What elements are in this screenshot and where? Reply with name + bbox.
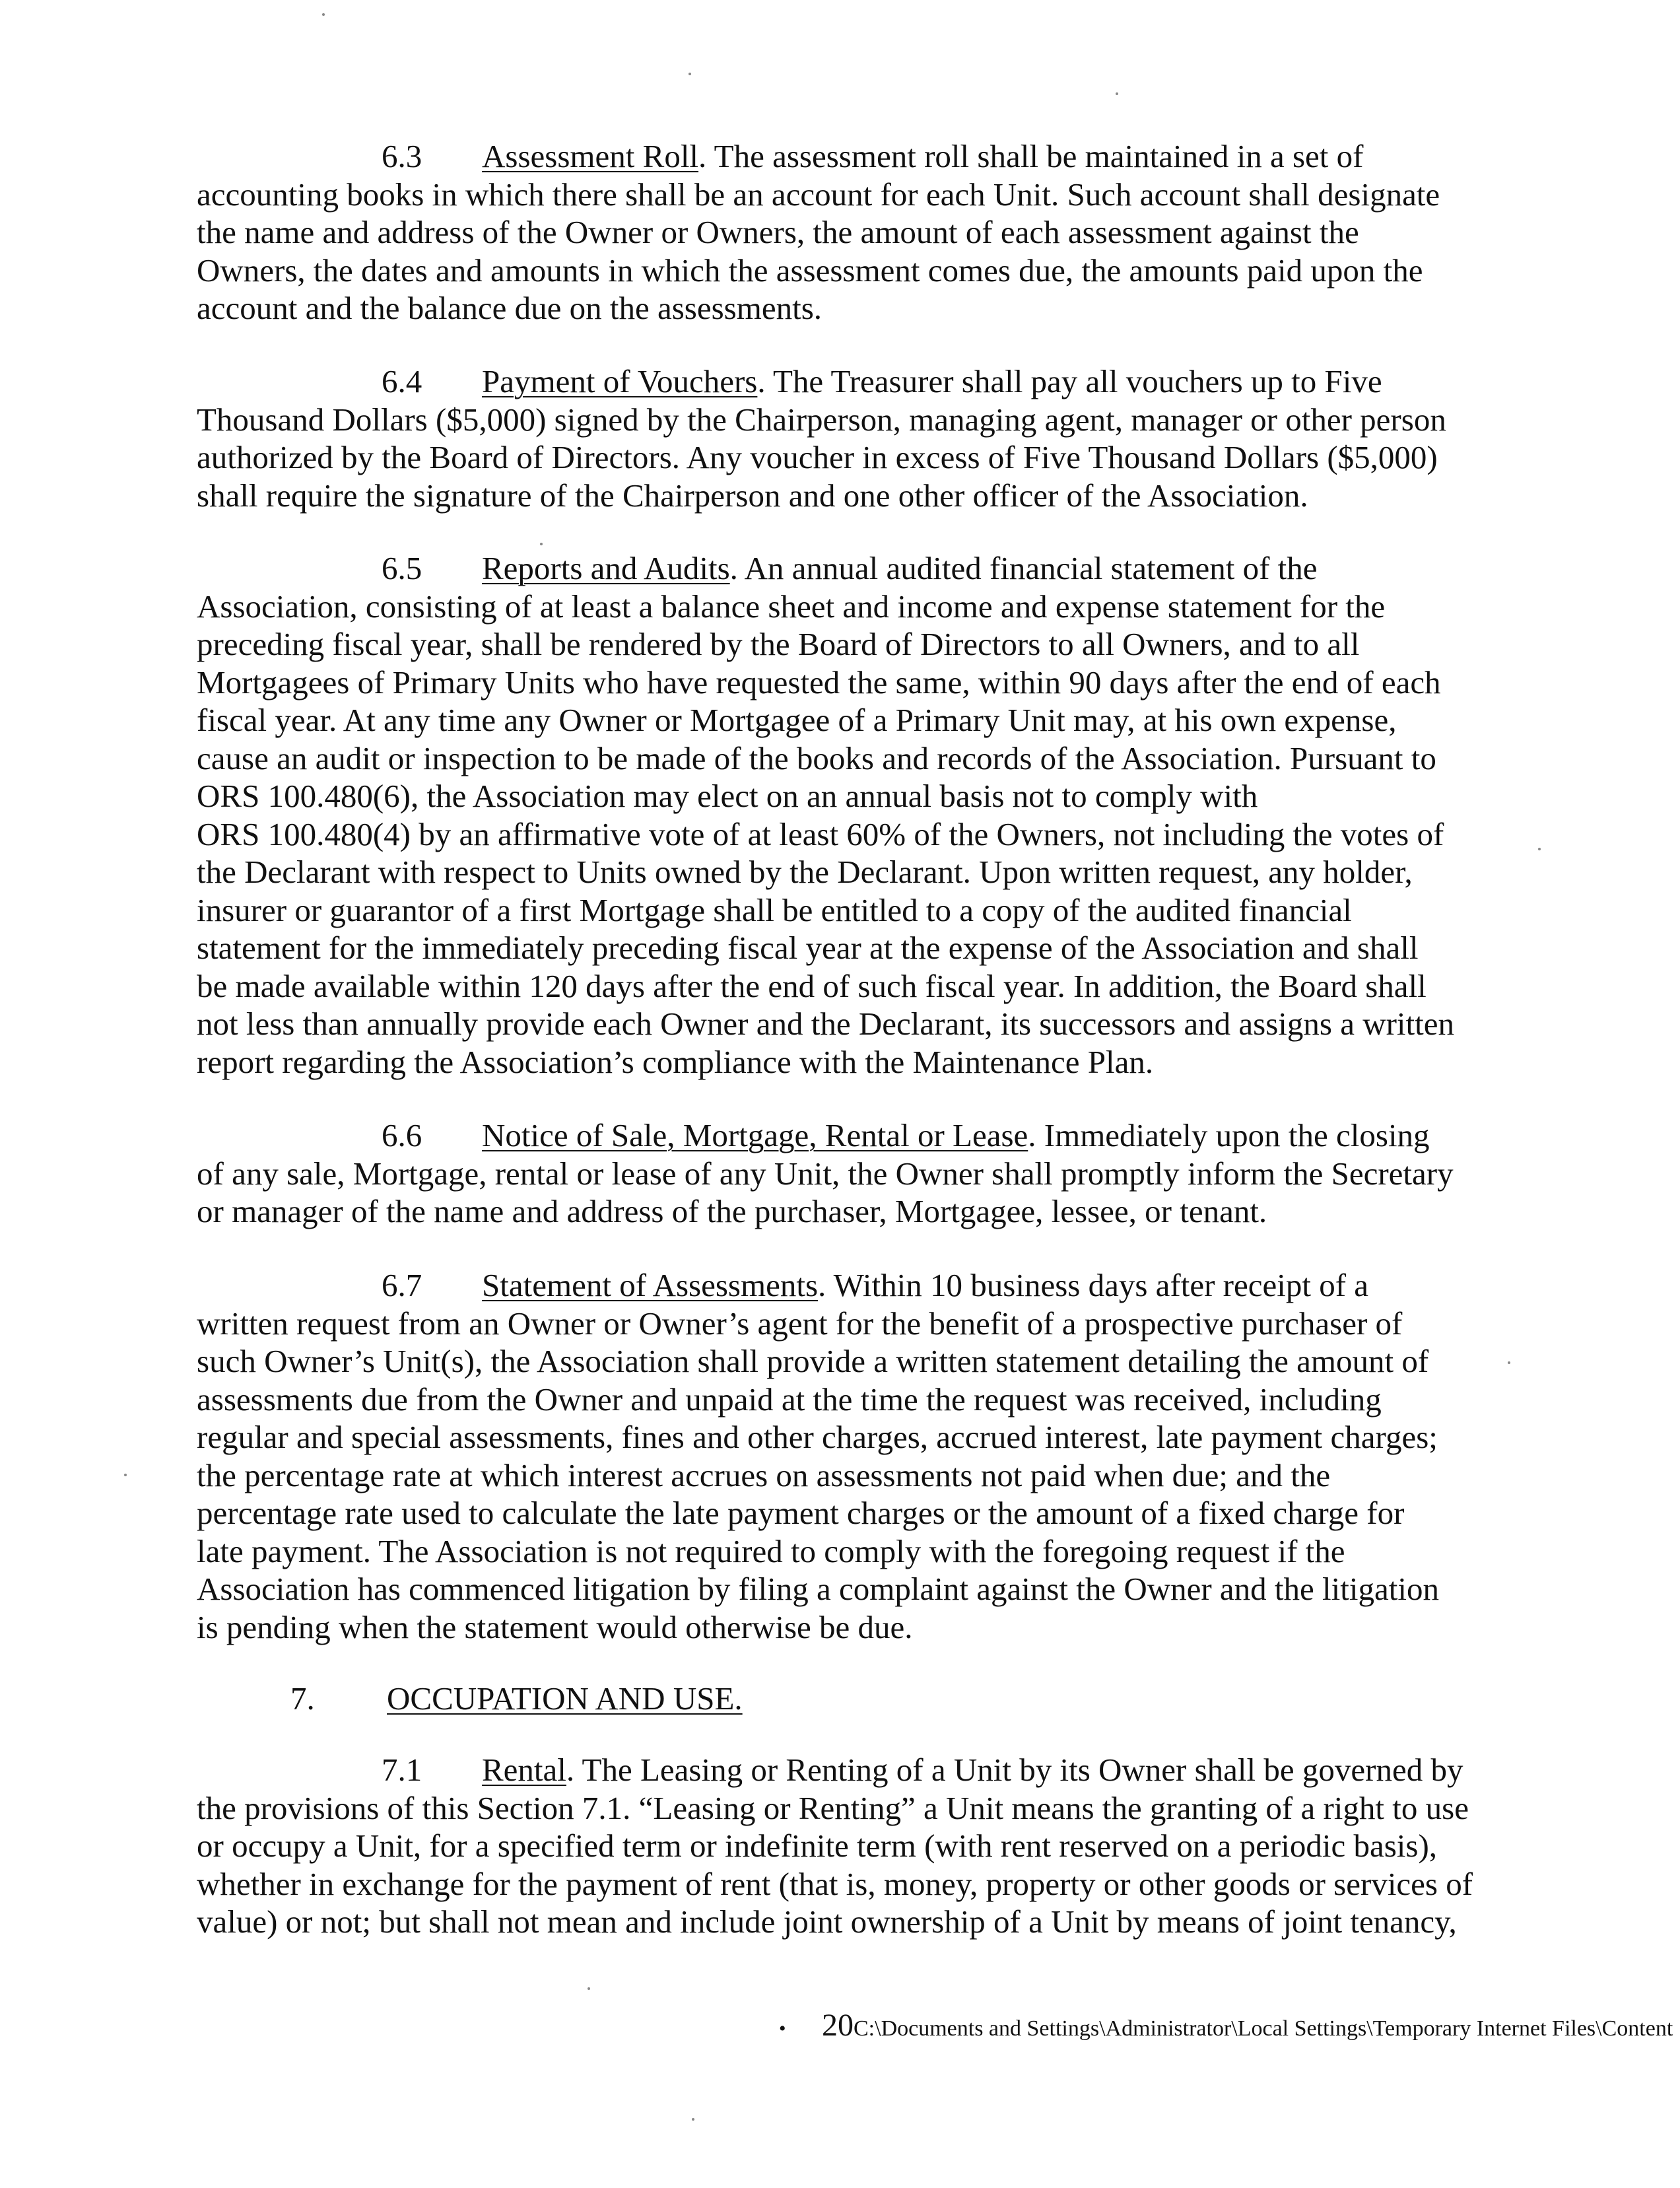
scan-speck bbox=[689, 73, 691, 75]
text-line: statement for the immediately preceding fiscal year at the expense of the Association and shall bbox=[197, 930, 1419, 966]
text-line: the name and address of the Owner or Owners, the amount of each assessment against the bbox=[197, 214, 1359, 250]
section-6-5 bbox=[197, 549, 1530, 1081]
section-6-6-first-line bbox=[197, 1116, 1530, 1155]
text-line: cause an audit or inspection to be made of the books and records of the Association. Pursuant to bbox=[197, 739, 1436, 776]
section-6-4-first-line bbox=[197, 362, 1530, 401]
section-number: 7.1 bbox=[382, 1752, 422, 1788]
text-line: Association, consisting of at least a balance sheet and income and expense statement for the bbox=[197, 588, 1386, 625]
text-line: such Owner’s Unit(s), the Association shall provide a written statement detailing the amount of bbox=[197, 1343, 1429, 1379]
footer-path: C:\Documents and Settings\Administrator\Local Settings\Temporary Internet Files\Content bbox=[854, 2016, 1673, 2041]
text-line: Thousand Dollars ($5,000) signed by the Chairperson, managing agent, manager or other person bbox=[197, 401, 1446, 438]
section-6-4 bbox=[197, 362, 1530, 514]
scan-speck bbox=[588, 1987, 590, 1990]
text-line: is pending when the statement would otherwise be due. bbox=[197, 1608, 913, 1645]
text-line: of any sale, Mortgage, rental or lease of any Unit, the Owner shall promptly inform the Secretary bbox=[197, 1155, 1454, 1192]
scan-speck bbox=[1508, 1361, 1510, 1364]
scan-speck bbox=[322, 13, 325, 16]
footer-bullet: • bbox=[779, 2018, 786, 2039]
section-6-6 bbox=[197, 1116, 1530, 1231]
text-line: percentage rate used to calculate the late payment charges or the amount of a fixed charge for bbox=[197, 1495, 1405, 1531]
text-line: be made available within 120 days after the end of such fiscal year. In addition, the Board shall bbox=[197, 967, 1427, 1004]
scan-speck bbox=[1116, 92, 1118, 95]
section-text: . The assessment roll shall be maintained in a set of bbox=[698, 138, 1364, 174]
section-7-1 bbox=[197, 1751, 1530, 1941]
text-line: Mortgagees of Primary Units who have requested the same, within 90 days after the end of each bbox=[197, 664, 1441, 701]
text-line: shall require the signature of the Chairperson and one other officer of the Association. bbox=[197, 477, 1308, 514]
text-line: ORS 100.480(6), the Association may elect on an annual basis not to comply with bbox=[197, 778, 1258, 814]
section-heading: Statement of Assessments bbox=[482, 1267, 819, 1303]
text-line: Owners, the dates and amounts in which the assessment comes due, the amounts paid upon the bbox=[197, 252, 1423, 289]
scan-speck bbox=[1538, 848, 1541, 850]
text-line: whether in exchange for the payment of rent (that is, money, property or other goods or services of bbox=[197, 1865, 1473, 1902]
section-number: 7. bbox=[290, 1680, 315, 1717]
page-number: 20 bbox=[822, 2008, 854, 2043]
section-number: 6.6 bbox=[382, 1117, 422, 1153]
section-6-7 bbox=[197, 1266, 1530, 1646]
text-line: the Declarant with respect to Units owned by the Declarant. Upon written request, any holder, bbox=[197, 854, 1413, 890]
text-line: report regarding the Association’s compliance with the Maintenance Plan. bbox=[197, 1043, 1154, 1080]
text-line: not less than annually provide each Owner and the Declarant, its successors and assigns a written bbox=[197, 1006, 1454, 1042]
section-heading: Rental bbox=[482, 1752, 566, 1788]
section-text: . Within 10 business days after receipt of a bbox=[818, 1267, 1369, 1303]
section-text: . Immediately upon the closing bbox=[1028, 1117, 1430, 1153]
text-line: authorized by the Board of Directors. Any voucher in excess of Five Thousand Dollars ($5,000) bbox=[197, 439, 1438, 475]
section-number: 6.4 bbox=[382, 363, 422, 399]
text-line: the percentage rate at which interest accrues on assessments not paid when due; and the bbox=[197, 1456, 1331, 1493]
text-line: or occupy a Unit, for a specified term or indefinite term (with rent reserved on a periodic basis), bbox=[197, 1828, 1438, 1864]
section-text: . An annual audited financial statement of the bbox=[729, 550, 1318, 586]
text-line: written request from an Owner or Owner’s agent for the benefit of a prospective purchaser of bbox=[197, 1305, 1403, 1342]
section-heading: OCCUPATION AND USE. bbox=[387, 1680, 743, 1717]
section-heading: Payment of Vouchers bbox=[482, 363, 758, 399]
text-line: the provisions of this Section 7.1. “Leasing or Renting” a Unit means the granting of a right to use bbox=[197, 1789, 1469, 1826]
text-line: regular and special assessments, fines and other charges, accrued interest, late payment charges; bbox=[197, 1419, 1438, 1455]
section-7-heading-line bbox=[197, 1680, 1530, 1718]
section-number: 6.5 bbox=[382, 550, 422, 586]
text-line: fiscal year. At any time any Owner or Mortgagee of a Primary Unit may, at his own expense, bbox=[197, 702, 1397, 738]
text-line: ORS 100.480(4) by an affirmative vote of at least 60% of the Owners, not including the votes of bbox=[197, 815, 1444, 852]
section-text: . The Treasurer shall pay all vouchers up to Five bbox=[757, 363, 1382, 399]
section-6-5-first-line bbox=[197, 549, 1530, 588]
section-6-7-first-line bbox=[197, 1266, 1530, 1305]
text-line: accounting books in which there shall be an account for each Unit. Such account shall designate bbox=[197, 176, 1440, 213]
section-number: 6.3 bbox=[382, 138, 422, 174]
section-text: . The Leasing or Renting of a Unit by its Owner shall be governed by bbox=[566, 1752, 1463, 1788]
section-heading: Reports and Audits bbox=[482, 550, 730, 586]
text-line: late payment. The Association is not required to comply with the foregoing request if the bbox=[197, 1532, 1345, 1569]
section-6-3 bbox=[197, 137, 1530, 327]
scan-speck bbox=[540, 543, 543, 545]
scan-speck bbox=[692, 2118, 694, 2121]
text-line: assessments due from the Owner and unpaid at the time the request was received, including bbox=[197, 1381, 1382, 1418]
text-line: value) or not; but shall not mean and include joint ownership of a Unit by means of joint tenancy, bbox=[197, 1903, 1457, 1940]
section-heading: Assessment Roll bbox=[482, 138, 699, 174]
text-line: or manager of the name and address of the purchaser, Mortgagee, lessee, or tenant. bbox=[197, 1193, 1267, 1229]
section-heading: Notice of Sale, Mortgage, Rental or Lease bbox=[482, 1117, 1028, 1153]
section-6-3-first-line bbox=[197, 137, 1530, 176]
text-line: account and the balance due on the assessments. bbox=[197, 290, 823, 326]
scan-speck bbox=[124, 1474, 127, 1476]
section-7-1-first-line bbox=[197, 1751, 1530, 1789]
text-line: Association has commenced litigation by filing a complaint against the Owner and the litigation bbox=[197, 1571, 1439, 1607]
text-line: insurer or guarantor of a first Mortgage shall be entitled to a copy of the audited financial bbox=[197, 891, 1352, 928]
section-number: 6.7 bbox=[382, 1267, 422, 1303]
section-7 bbox=[197, 1680, 1530, 1718]
footer bbox=[822, 2007, 1673, 2043]
text-line: preceding fiscal year, shall be rendered by the Board of Directors to all Owners, and to all bbox=[197, 626, 1360, 662]
